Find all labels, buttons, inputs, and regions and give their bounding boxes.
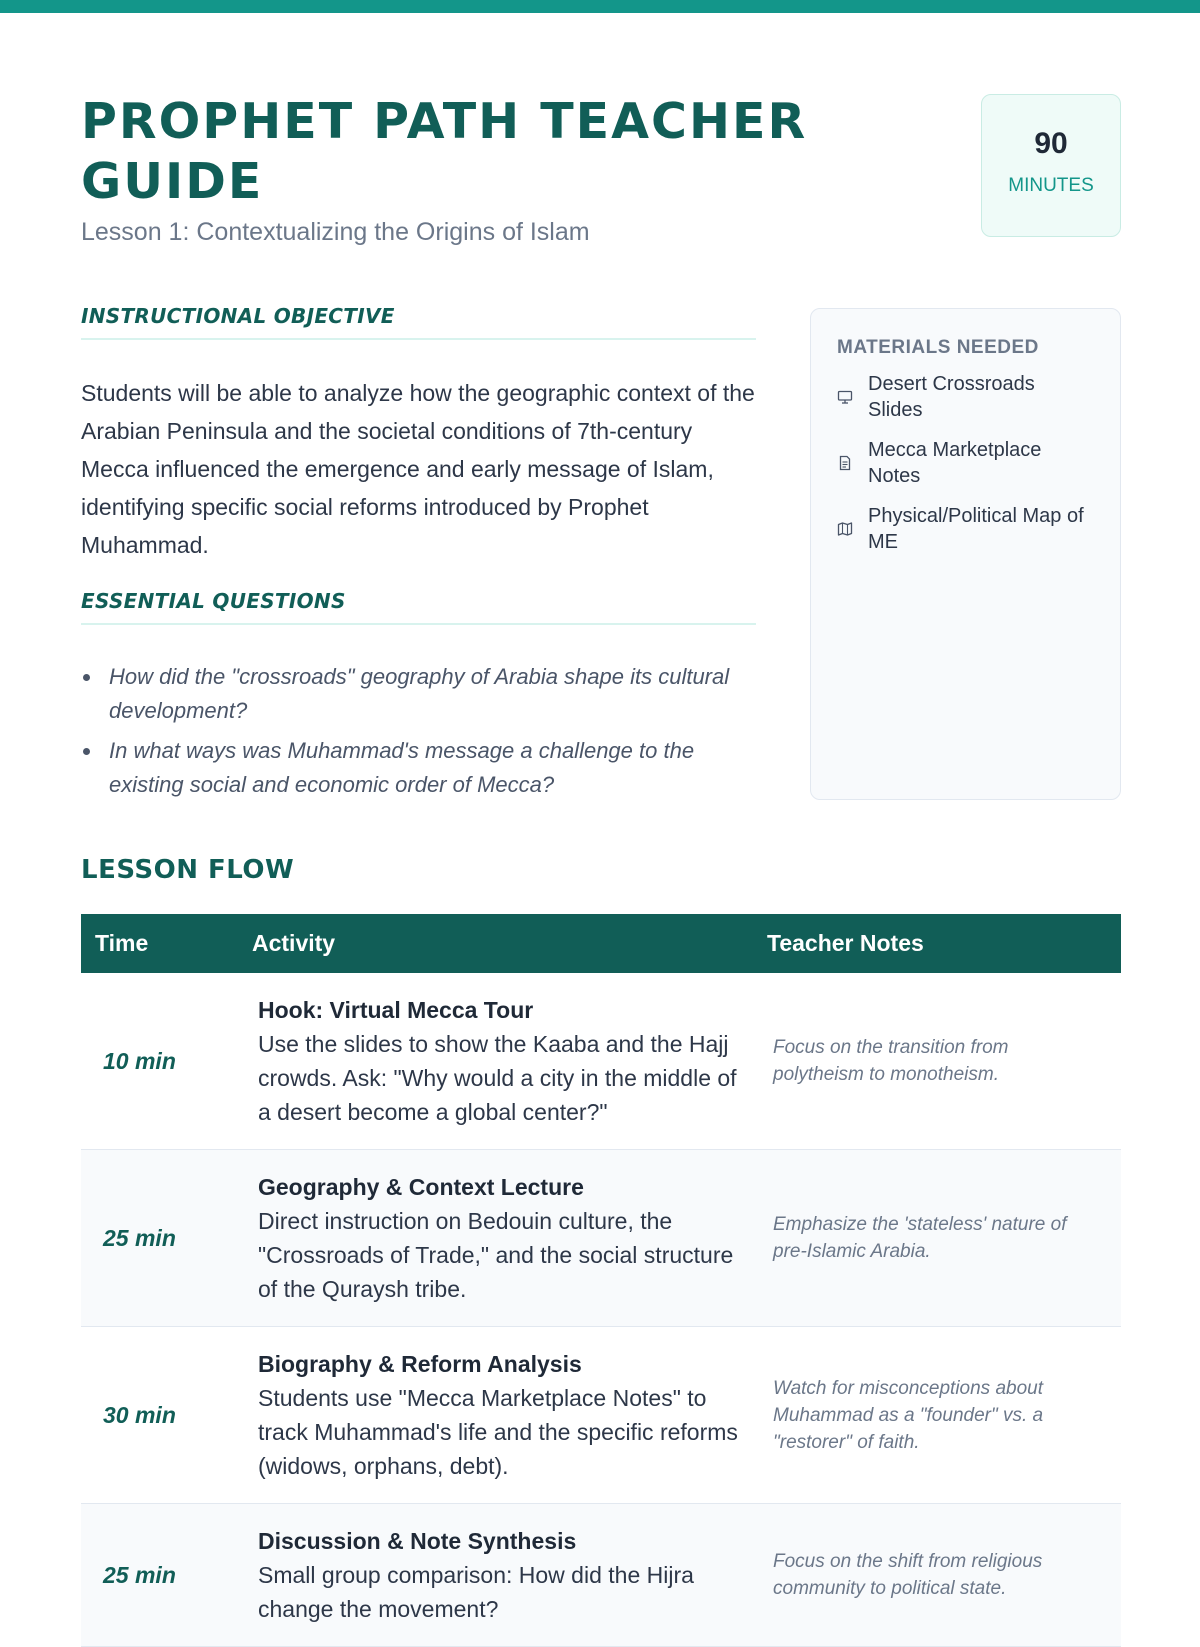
row-activity (240, 1150, 763, 1326)
material-label: Physical/Political Map of ME (868, 505, 1084, 553)
duration-badge (981, 94, 1121, 237)
list-item (81, 660, 756, 728)
row-time: 10 min (103, 1047, 176, 1074)
duration-value: 90 (1034, 127, 1068, 160)
row-activity (240, 1504, 763, 1646)
map-icon (837, 521, 853, 537)
document-icon (837, 455, 853, 471)
table-row (81, 1327, 1121, 1504)
row-time: 25 min (103, 1224, 176, 1251)
activity-description: Small group comparison: How did the Hijra change the movement? (258, 1562, 694, 1622)
row-teacher-notes: Emphasize the 'stateless' nature of pre-Islamic Arabia. (773, 1214, 1067, 1262)
materials-panel (810, 308, 1121, 800)
list-item (81, 734, 756, 802)
material-label: Desert Crossroads Slides (868, 373, 1035, 421)
row-activity (240, 973, 763, 1149)
questions-heading: ESSENTIAL QUESTIONS (81, 589, 756, 625)
row-teacher-notes: Focus on the transition from polytheism to monotheism. (773, 1037, 1009, 1085)
row-teacher-notes: Focus on the shift from religious community to political state. (773, 1551, 1043, 1599)
question-text: In what ways was Muhammad's message a challenge to the existing social and economic order of Mecca? (109, 738, 695, 797)
column-header-time: Time (95, 930, 149, 956)
duration-unit: MINUTES (1008, 175, 1094, 196)
essential-questions-list (81, 660, 756, 808)
question-text: How did the "crossroads" geography of Arabia shape its cultural development? (109, 664, 730, 723)
page-title: PROPHET PATH TEACHER GUIDE (81, 93, 808, 210)
material-item (837, 371, 1094, 423)
row-time: 30 min (103, 1401, 176, 1428)
lesson-flow-table (81, 914, 1121, 1647)
bullet-icon (83, 748, 90, 755)
activity-title: Geography & Context Lecture (258, 1174, 584, 1200)
row-time: 25 min (103, 1561, 176, 1588)
activity-title: Biography & Reform Analysis (258, 1351, 582, 1377)
row-activity (240, 1327, 763, 1503)
table-row (81, 1504, 1121, 1647)
table-row (81, 1150, 1121, 1327)
objective-heading: INSTRUCTIONAL OBJECTIVE (81, 304, 756, 340)
row-teacher-notes: Watch for misconceptions about Muhammad as a "founder" vs. a "restorer" of faith. (773, 1377, 1044, 1453)
table-header (81, 914, 1121, 973)
objective-text: Students will be able to analyze how the geographic context of the Arabian Peninsula and the societal conditions of 7th-century Mecca influenced the emergence and early message of Islam, identifying specific social reforms introduced by Prophet Muhammad. (81, 380, 755, 558)
material-label: Mecca Marketplace Notes (868, 439, 1042, 487)
materials-heading: MATERIALS NEEDED (837, 337, 1039, 358)
activity-description: Use the slides to show the Kaaba and the Hajj crowds. Ask: "Why would a city in the middle of a desert become a global center?" (258, 1031, 737, 1125)
activity-title: Discussion & Note Synthesis (258, 1528, 577, 1554)
bullet-icon (83, 674, 90, 681)
monitor-icon (837, 389, 853, 405)
lesson-flow-heading: LESSON FLOW (81, 855, 295, 885)
activity-description: Students use "Mecca Marketplace Notes" to track Muhammad's life and the specific reforms (widows, orphans, debt). (258, 1385, 738, 1479)
material-item (837, 437, 1094, 489)
column-header-activity: Activity (252, 930, 336, 956)
lesson-subtitle: Lesson 1: Contextualizing the Origins of Islam (81, 218, 590, 246)
table-row (81, 973, 1121, 1150)
column-header-notes: Teacher Notes (767, 930, 924, 956)
material-item (837, 503, 1094, 555)
activity-description: Direct instruction on Bedouin culture, the "Crossroads of Trade," and the social structure of the Quraysh tribe. (258, 1208, 734, 1302)
activity-title: Hook: Virtual Mecca Tour (258, 997, 534, 1023)
teacher-guide-page (81, 0, 1121, 1622)
